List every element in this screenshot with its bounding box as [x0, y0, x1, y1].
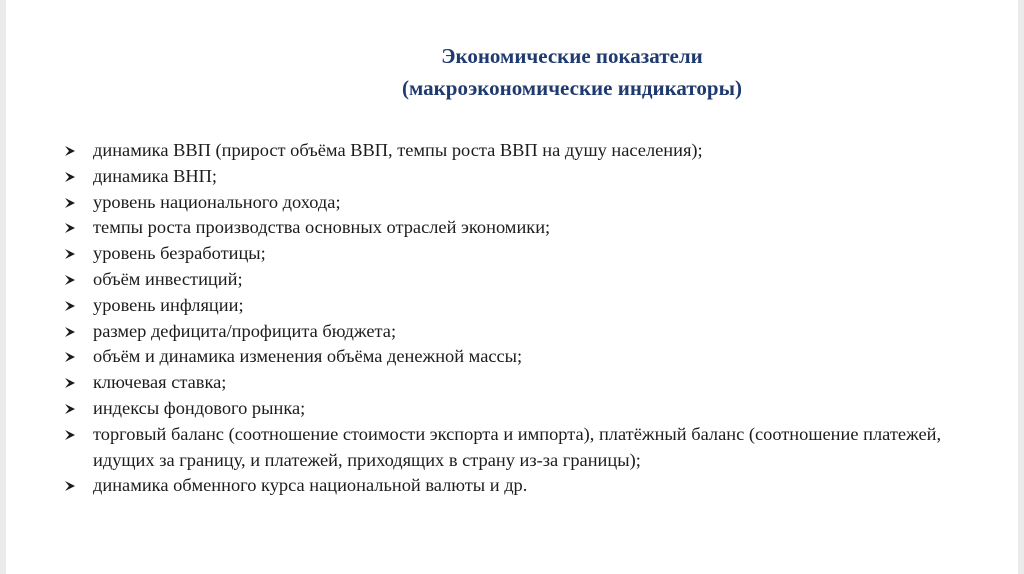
list-item-text: темпы роста производства основных отраслей экономики;: [93, 217, 551, 238]
list-item-text: уровень национального дохода;: [93, 191, 341, 212]
list-item-text: размер дефицита/профицита бюджета;: [93, 320, 397, 341]
list-item-text: динамика ВВП (прирост объёма ВВП, темпы роста ВВП на душу населения);: [93, 140, 703, 160]
arrow-bullet-icon: [64, 344, 78, 370]
list-item: [64, 473, 994, 499]
arrow-bullet-icon: [64, 215, 78, 241]
list-item-text: объём и динамика изменения объёма денежной массы;: [93, 346, 523, 367]
arrow-bullet-icon: [64, 138, 78, 164]
title-line-2: (макроэкономические индикаторы): [402, 76, 742, 100]
arrow-bullet-icon: [64, 190, 78, 216]
list-item: [64, 422, 994, 474]
list-item-text: динамика обменного курса национальной валюты и др.: [93, 475, 528, 496]
list-item: [64, 267, 994, 293]
list-item: [64, 344, 994, 370]
arrow-bullet-icon: [64, 396, 78, 422]
list-item-text: уровень инфляции;: [93, 294, 244, 315]
list-item-text: уровень безработицы;: [93, 243, 266, 264]
title-line-1: Экономические показатели: [441, 44, 703, 68]
arrow-bullet-icon: [64, 473, 78, 499]
arrow-bullet-icon: [64, 319, 78, 345]
list-item: [64, 293, 994, 319]
arrow-bullet-icon: [64, 164, 78, 190]
list-item-text: торговый баланс (соотношение стоимости экспорта и импорта), платёжный баланс (соотношение платежей, идущих за границу, и платежей, приходящих в страну из-за границы);: [93, 423, 942, 470]
list-item: [64, 396, 994, 422]
list-item: [64, 370, 994, 396]
list-item: [64, 138, 994, 164]
indicator-list: [64, 138, 994, 499]
list-item-text: объём инвестиций;: [93, 268, 243, 289]
slide: [6, 0, 1018, 574]
arrow-bullet-icon: [64, 267, 78, 293]
list-item: [64, 215, 994, 241]
list-item: [64, 319, 994, 345]
arrow-bullet-icon: [64, 370, 78, 396]
list-item-text: индексы фондового рынка;: [93, 397, 306, 418]
list-item: [64, 190, 994, 216]
list-item-text: динамика ВНП;: [93, 165, 218, 186]
arrow-bullet-icon: [64, 422, 78, 448]
slide-title: [6, 40, 1018, 104]
list-item: [64, 164, 994, 190]
arrow-bullet-icon: [64, 241, 78, 267]
list-item: [64, 241, 994, 267]
arrow-bullet-icon: [64, 293, 78, 319]
list-item-text: ключевая ставка;: [93, 372, 227, 393]
